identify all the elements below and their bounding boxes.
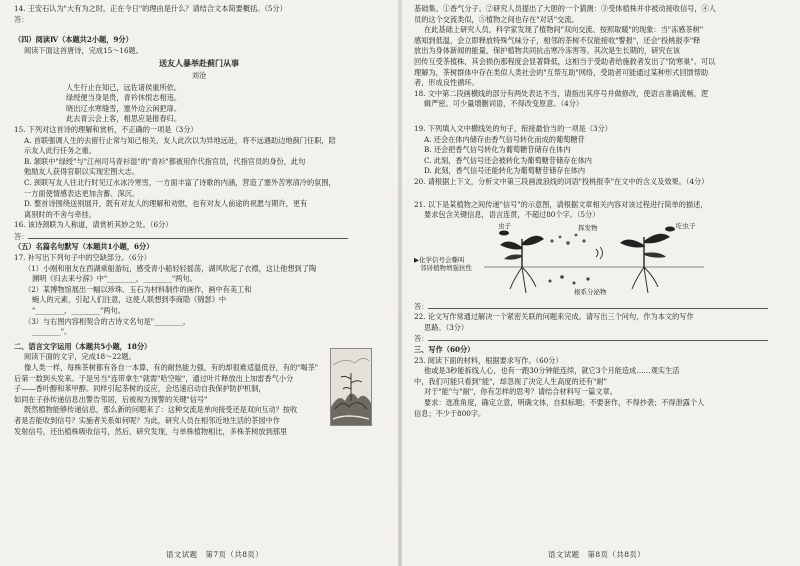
poem-author: 刘沧 — [191, 70, 207, 80]
q15-option: 勉励友人获得官职以实现宏图大志。 — [24, 167, 140, 177]
diagram-label-predator: 吃虫子 — [676, 221, 696, 230]
section-3-heading: 三、写作（60分） — [414, 345, 475, 355]
passage-line: 发射信号，还出植株吸收信号，然后，研究发现，与单株植物相比，多株茶树放到那里 — [14, 426, 288, 436]
q15-option: 一方面使情感表达更加含蓄、深沉。 — [24, 188, 140, 198]
q23-stem: 23. 阅读下面的材料，根据要求写作。（60分） — [414, 355, 563, 365]
passage-line: 员的这个交流类似，⑤植物之间也存在"对话"交流。 — [414, 14, 579, 24]
section-2-heading: 二、语言文字运用（本题共5小题，18分） — [14, 341, 152, 351]
q15-option: 离别时的不舍与牵挂。 — [24, 209, 96, 219]
q17-stem: 17. 补写出下列句子中的空缺部分。（6分） — [14, 253, 151, 263]
poem-line: 绿绶便当身是贵，青衿休恨志相违。 — [66, 93, 182, 103]
q23-material: 他或是3秒能拆线人心，也有一跑30分钟能连续，就它3个月能造成……观实生活 — [424, 366, 680, 376]
q14-text: 14. 王安石认为"大有为之时，正在今日"的理由是什么？请结合文本简要概括。（5分） — [14, 4, 287, 13]
q14-answer-label: 答： — [14, 14, 29, 24]
diagram-note-signal: ▶化学信号会嘶叫 — [414, 255, 465, 264]
passage-intro: 阅读下面的文字，完成18～22题。 — [24, 352, 136, 362]
q19-option: C. 此刻，香气信号还会被转化为葡萄糖苷储存在体内 — [424, 155, 592, 165]
q15-option: D. 整首诗围绕送别展开，既有对友人的理解和劝慰，也有对友人前途的祝愿与期许，更有 — [24, 199, 308, 209]
q17-item: （3）与右图内容相契合的古诗文名句是"________， — [24, 316, 191, 326]
passage-line: 者是否能收到信号？实施者关系如何呢？为此，研究人员在相邻近地生活的茶园中作 — [14, 415, 280, 425]
landscape-painting-image — [330, 348, 372, 426]
q19-option: A. 还会在体内储存由香气信号转化而成的葡萄糖苷 — [424, 134, 585, 144]
poem-line: 晓出辽水寒缝雪，塞外边云闲把扉。 — [66, 103, 182, 113]
passage-line: 感知到低温，会立即释放特殊气味分子，相邻的茶树不仅能接收"警报"，还会"投桃报李"释 — [414, 35, 701, 45]
diagram-label-root-exudates: 根系分泌物 — [574, 287, 607, 296]
poem-body — [14, 83, 384, 125]
passage-line: 放出为身体新闻的能量，保护植物共同抗击寒冷冻害等。其次是生长期的，研究在该 — [414, 46, 680, 56]
q23-material: 对于"能"与"耐"，你有怎样的思考？请结合材料写一篇文章。 — [424, 387, 617, 397]
right-page-footer: 语文试题 第8页（共8页） — [548, 550, 646, 559]
q19-stem: 19. 下列填入文中横线处的句子，衔接最恰当的一项是（3分） — [414, 123, 612, 133]
q19-option: D. 此刻，香气信号还能转化为葡萄糖苷储存在体内 — [424, 166, 586, 176]
diagram-label-volatiles: 挥发物 — [578, 223, 598, 232]
q23-requirements: 要求：选准角度，确定立意，明确文体，自拟标题；不要套作，不得抄袭；不得泄露个人 — [424, 398, 705, 408]
left-page-footer: 语文试题 第7页（共8页） — [166, 550, 264, 559]
q17-item: （2）某博物馆展出一幅以珍珠、玉石为材料制作的画作，画中有美工和 — [24, 284, 252, 294]
q15-option: A. 首联强调人生的去留行止常与知己相关，友人此次以为异地远赴，将不远遇助边地蓟门任职，陪 — [24, 135, 336, 145]
q17-item: （1）小刚和朋友在西湖乘船游玩，感受青小船轻轻摇荡，湖风吹起了衣襟，这让他想到了陶 — [24, 263, 317, 273]
q21-stem: 21. 以下是某植物之间传递"信号"的示意图，请根据文章相关内容对该过程进行简单的描述， — [414, 199, 708, 209]
q17-item: 渊明《归去来兮辞》中"________，________"两句。 — [32, 274, 197, 284]
q23-material: 中，我们可能只看到"能"，却忽视了决定人生高度的还有"耐" — [414, 376, 607, 386]
q22-answer-label: 答： — [414, 333, 786, 345]
q21-stem: 要求包含关键信息，语言连贯，不超过80个字。（5分） — [424, 210, 600, 220]
q22-stem: 22. 论文写作常通过解决一个紧密关联的问题来完成。请写出三个问句，作为本文的写作 — [414, 312, 694, 322]
page-gutter — [398, 0, 402, 566]
plant-signal-diagram — [414, 223, 786, 299]
q18-stem: 18. 文中第二段画横线的部分有两处表达不当，请指出其序号并做修改，使语言准确流畅，逻 — [414, 88, 709, 98]
poem-line: 此去青云会上客，相思应是报春归。 — [66, 114, 182, 124]
q15-option: C. 颈联写友人往北行时见辽水冰冷寒雪，一方面丰富了诗歌的内涵，营造了塞外苦寒清冷的氛围， — [24, 177, 336, 187]
q20-stem: 20. 请根据上下文，分析文中第三段画波浪线的词语"投桃报李"在文中的含义及效果。（4分） — [414, 176, 709, 186]
passage-line: 后第一数到头发来。于是另当"连带拿生"就需"哈空啦"，通过叶片释放出上加雷香气小分 — [14, 373, 294, 383]
q15-option: 示友人此行任务之重。 — [24, 146, 96, 156]
diagram-note-neighbor: 邻居植物增强抗性 — [420, 263, 472, 272]
q18-stem: 辑严密。可少量增删词语，不得改变原意。（4分） — [424, 99, 584, 109]
passage-line: 基础集。①香气分子。②研究人员提出了大胆的一个猜测：③受体植株并非被动接收信号，④人 — [414, 4, 716, 13]
q17-item: ________"。 — [32, 327, 72, 337]
q15-option: B. 颔联中"绿绶"与"江州司马青衫湿"的"青衫"都被用作代指官员，代指官员的身份，此句 — [24, 156, 306, 166]
passage-line: 在此基础上研究人员，科学家发现了植物间"双向交流、按照取暖"的现象：当"冻感茶树" — [424, 25, 704, 35]
passage-line: 者，形成良性循环。 — [414, 78, 479, 88]
section-4-heading: （四）阅读Ⅳ（本题共2小题，9分） — [14, 35, 133, 45]
q16-stem: 16. 该诗颈联为人称道，请赏析其妙之处。（6分） — [14, 220, 173, 230]
q22-stem: 思路。（3分） — [424, 322, 469, 332]
right-page — [414, 4, 786, 566]
passage-line: 回传互受茶植株，其会损伤那程度会显著降低，这相当于受助者给施救者发出了"防寒巢"。可以 — [414, 56, 716, 66]
q19-option: B. 还会把香气信号转化为葡萄糖苷储存在体内 — [424, 145, 571, 155]
q15-stem: 15. 下列对这首诗的理解和赏析，不正确的一项是（3分） — [14, 124, 198, 134]
poem-title: 送友人暴举赴蓟门从事 — [159, 58, 239, 69]
q16-answer-label: 答： — [14, 231, 384, 243]
q23-requirements: 信息；不少于800字。 — [414, 408, 486, 418]
q17-item: "________，________"两句。 — [32, 306, 125, 316]
section-4-intro: 阅读下面这首唐诗，完成15～16题。 — [24, 45, 143, 55]
poem-line: 人生行止在知己，远佐诸侯重所依。 — [66, 82, 182, 92]
q17-item: 蜿人的元素，引起人们注意，这使人联想到李商隐《锦瑟》中 — [32, 295, 227, 305]
q21-answer-label: 答： — [414, 301, 786, 313]
diagram-label-insect: 虫子 — [498, 221, 511, 230]
passage-line: 如同在子孙传递信息出警告邻居，后被视为预警的关键"信号" — [14, 394, 208, 404]
left-page — [14, 4, 384, 566]
passage-line: 子——香叶醇和苯甲醇。同样引起茶树的反应，会迅速启动自我保护防护机制， — [14, 384, 266, 394]
section-5-heading: （五）名篇名句默写（本题共1小题，6分） — [14, 242, 154, 252]
passage-line: 理解为，茶树群体中存在类似人类社会的"互帮互助"网络，受助者可能通过某种形式回馈帮助 — [414, 67, 709, 77]
passage-line: 像人类一样，每株茶树都有各自一本算，有的耐热能力强，有的却很难适温低谷，有的"喝茶" — [24, 363, 319, 372]
passage-line: 既然植物能够传递信息，那么新的问题来了：这种交流是单向接受还是双向互动？按收 — [24, 405, 298, 415]
